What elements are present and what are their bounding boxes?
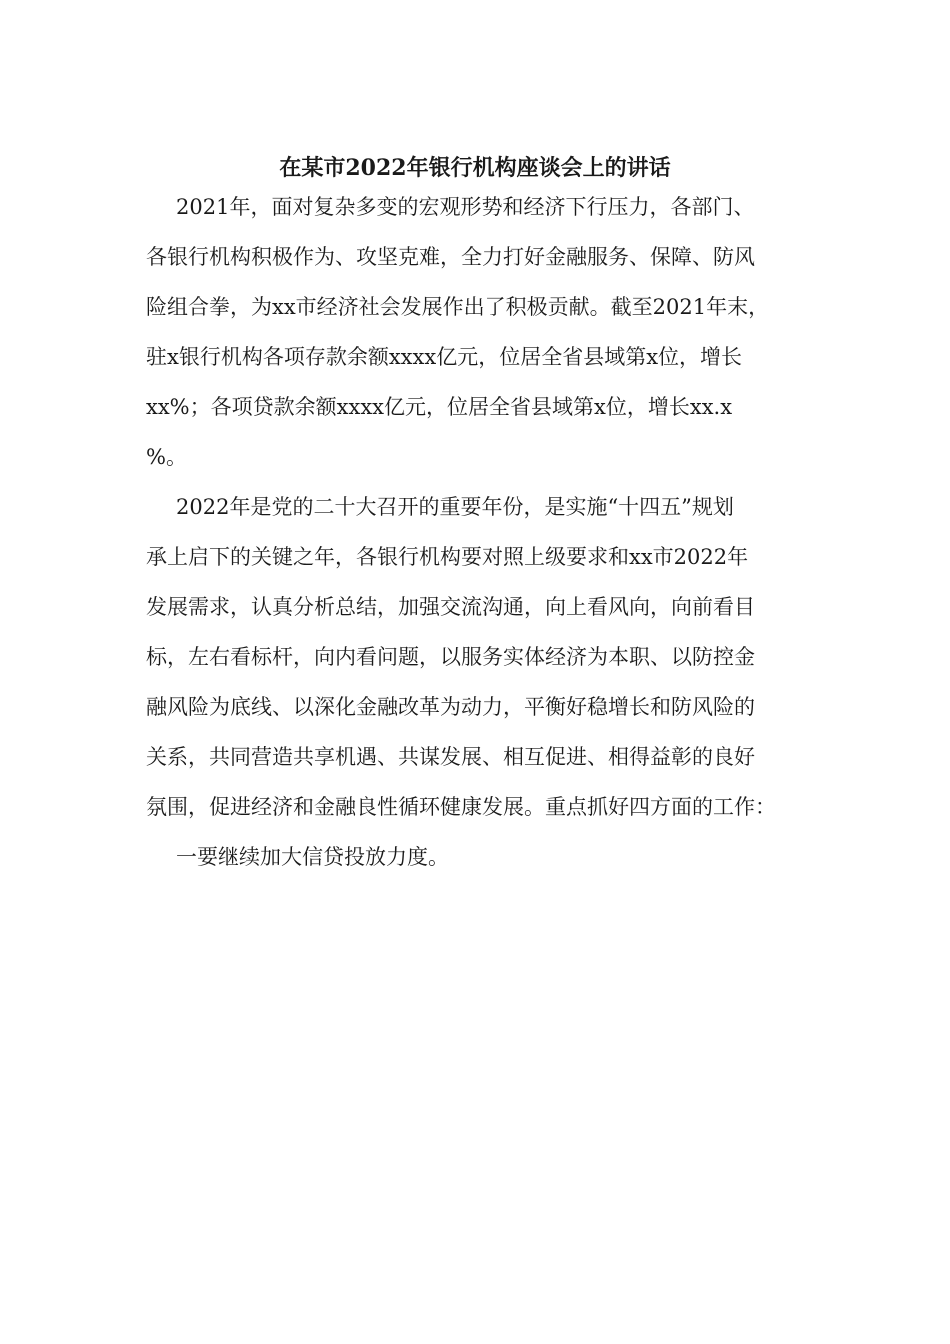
- text-line: 氛围，促进经济和金融良性循环健康发展。重点抓好四方面的工作：: [146, 795, 776, 819]
- text-line: 2022年是党的二十大召开的重要年份，是实施“十四五”规划: [176, 495, 734, 519]
- text-line: 驻x银行机构各项存款余额xxxx亿元，位居全省县域第x位，增长: [146, 345, 743, 369]
- text-line: 发展需求，认真分析总结，加强交流沟通，向上看风向，向前看目: [146, 595, 755, 619]
- text-line: 各银行机构积极作为、攻坚克难，全力打好金融服务、保障、防风: [146, 245, 755, 269]
- text-line: 险组合拳，为xx市经济社会发展作出了积极贡献。截至2021年末，: [146, 295, 770, 319]
- text-line: %。: [146, 445, 187, 469]
- text-line: 承上启下的关键之年，各银行机构要对照上级要求和xx市2022年: [146, 545, 749, 569]
- text-line: 关系，共同营造共享机遇、共谋发展、相互促进、相得益彰的良好: [146, 745, 755, 769]
- text-line: 一要继续加大信贷投放力度。: [176, 845, 449, 869]
- text-line: xx%；各项贷款余额xxxx亿元，位居全省县域第x位，增长xx.x: [146, 395, 733, 419]
- text-line: 融风险为底线、以深化金融改革为动力，平衡好稳增长和防风险的: [146, 695, 755, 719]
- document-title: 在某市2022年银行机构座谈会上的讲话: [279, 155, 671, 181]
- text-line: 2021年，面对复杂多变的宏观形势和经济下行压力，各部门、: [176, 195, 755, 219]
- text-line: 标，左右看标杆，向内看问题，以服务实体经济为本职、以防控金: [146, 645, 755, 669]
